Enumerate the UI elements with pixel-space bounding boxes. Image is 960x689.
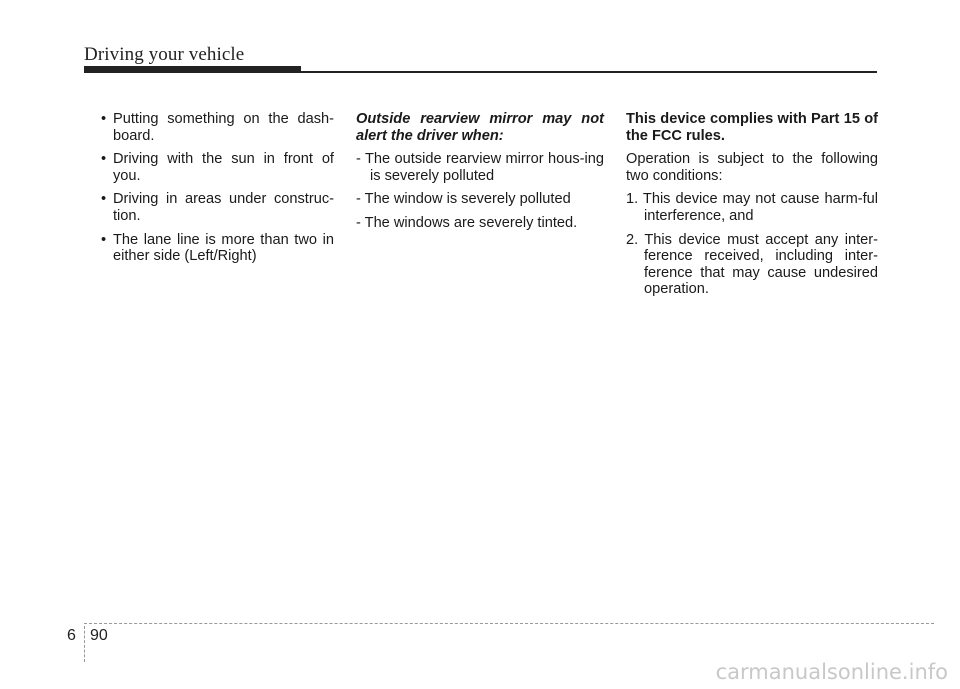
bullet-item: • The lane line is more than two in either side (Left/Right): [98, 232, 334, 265]
footer-rule: [84, 623, 934, 624]
mirror-item: - The window is severely polluted: [356, 191, 571, 208]
mirror-item: - The windows are severely tinted.: [356, 214, 578, 231]
condition-bullet-list: [98, 111, 334, 265]
column-middle: [356, 111, 604, 239]
bullet-item: • Putting something on the dash-board.: [98, 111, 334, 144]
header-rule: [84, 71, 877, 73]
column-left: [98, 111, 334, 272]
fcc-condition: 1. This device may not cause harm-ful interference, and: [626, 191, 878, 224]
page-number: 90: [90, 627, 108, 644]
fcc-condition: 2. This device must accept any inter-ference received, including inter-ference that may cause undesired operation.: [626, 231, 878, 298]
mirror-section-heading: Outside rearview mirror may not alert the driver when:: [356, 111, 604, 144]
footer-divider: [84, 626, 85, 662]
bullet-item: • Driving in areas under construc-tion.: [98, 191, 334, 224]
bullet-item: • Driving with the sun in front of you.: [98, 151, 334, 184]
chapter-number: 6: [67, 627, 76, 644]
mirror-item: - The outside rearview mirror hous-ing is severely polluted: [356, 151, 604, 184]
column-right: [626, 111, 878, 305]
page-header-title: Driving your vehicle: [84, 44, 245, 65]
watermark-text: carmanualsonline.info: [715, 660, 948, 684]
fcc-intro: Operation is subject to the following two conditions:: [626, 151, 878, 184]
fcc-heading: This device complies with Part 15 of the FCC rules.: [626, 111, 878, 144]
